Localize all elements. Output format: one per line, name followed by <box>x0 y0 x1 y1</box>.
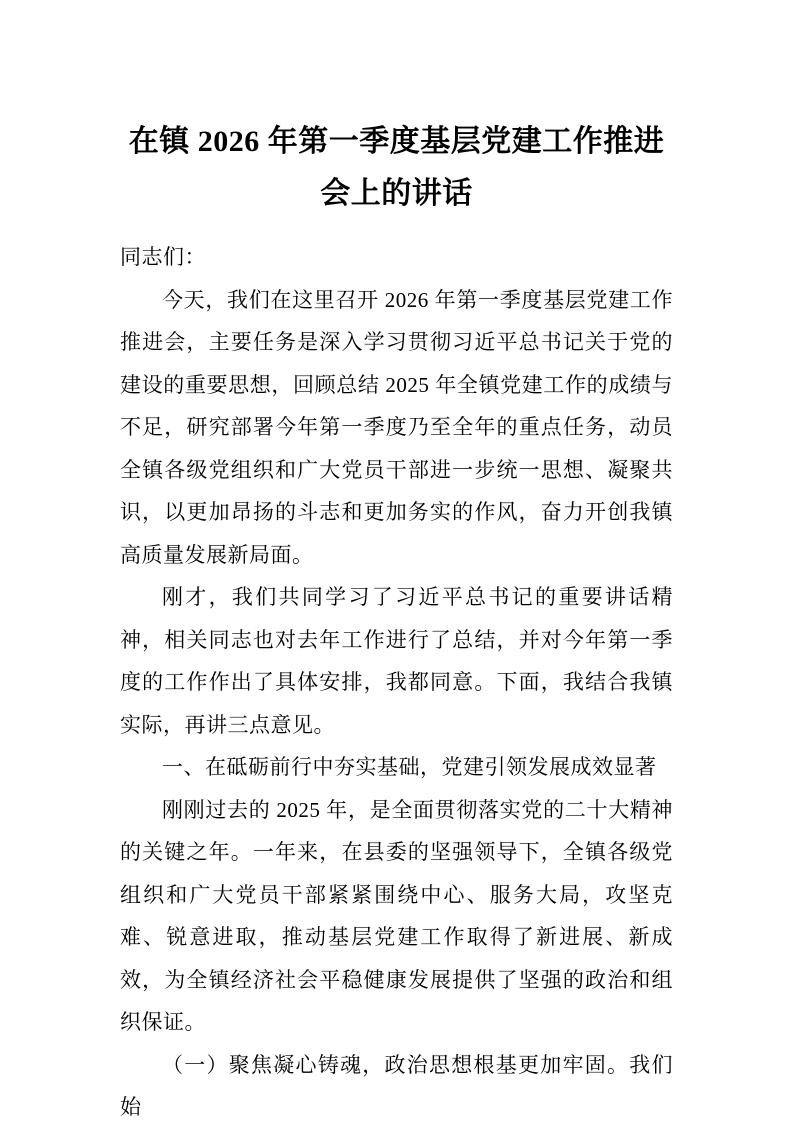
salutation: 同志们： <box>120 245 206 269</box>
paragraph: 刚刚过去的 2025 年，是全面贯彻落实党的二十大精神的关键之年。一年来，在县委的坚强领导下，全镇各级党组织和广大党员干部紧紧围绕中心、服务大局，攻坚克难、锐意进取，推动基层党建工作取得了新进展、新成效，为全镇经济社会平稳健康发展提供了坚强的政治和组织保证。 <box>120 797 673 1034</box>
paragraph-partial: （一）聚焦凝心铸魂，政治思想根基更加牢固。我们始 <box>120 1052 673 1119</box>
paragraph: 今天，我们在这里召开 2026 年第一季度基层党建工作推进会，主要任务是深入学习贯彻习近平总书记关于党的建设的重要思想，回顾总结 2025 年全镇党建工作的成绩与不足，研究部署今年第一季度乃至全年的重点任务，动员全镇各级党组织和广大党员干部进一步统一思想、凝聚共识，以更加昂扬的斗志和更加务实的作风，奋力开创我镇高质量发展新局面。 <box>120 287 673 567</box>
section-heading: 一、在砥砺前行中夯实基础，党建引领发展成效显著 <box>162 755 657 779</box>
document-title: 在镇 2026 年第一季度基层党建工作推进会上的讲话 <box>128 125 665 210</box>
paragraph: 刚才，我们共同学习了习近平总书记的重要讲话精神，相关同志也对去年工作进行了总结，并对今年第一季度的工作作出了具体安排，我都同意。下面，我结合我镇实际，再讲三点意见。 <box>120 585 673 737</box>
document-body <box>120 236 673 1122</box>
